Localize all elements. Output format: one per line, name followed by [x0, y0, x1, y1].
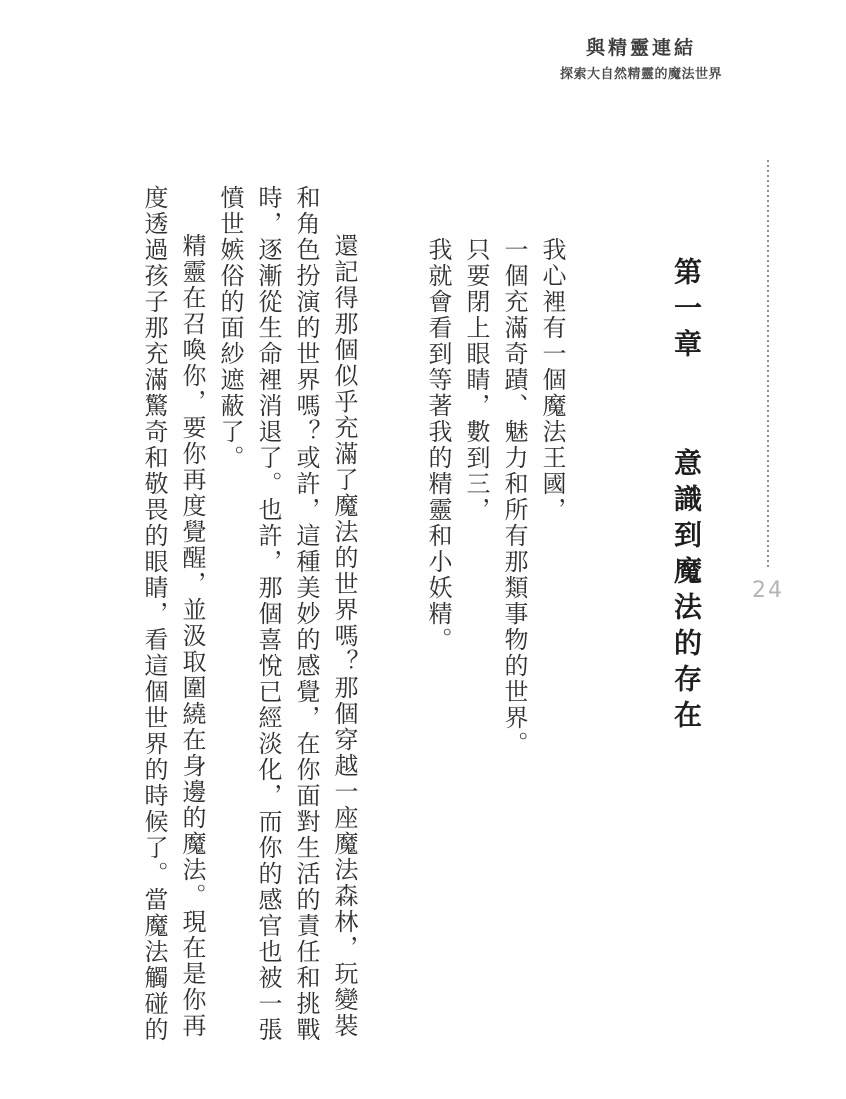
chapter-number: 第一章 [670, 257, 703, 365]
epigraph [419, 185, 571, 1043]
body-paragraph: 還記得那個似乎充滿了魔法的世界嗎？那個穿越一座魔法森林，玩變裝和角色扮演的世界嗎？或許，這種美妙的感覺，在你面對生活的責任和挑戰時，逐漸從生命裡消退了。也許，那個喜悅已經淡化，而你的感官也被一張憤世嫉俗的面紗遮蔽了。 [216, 185, 358, 1043]
body-paragraph: 精靈在召喚你，要你再度覺醒，並汲取圍繞在身邊的魔法。現在是你再度透過孩子那充滿驚奇和敬畏的眼睛，看這個世界的時候了。當魔法觸碰的 [140, 185, 206, 1043]
page-content [128, 185, 706, 1043]
page-number: 24 [752, 578, 784, 603]
margin-dotted-rule [767, 160, 769, 570]
running-head [555, 33, 727, 82]
epigraph-line: 只要閉上眼睛，數到三， [462, 237, 490, 523]
chapter-heading [666, 185, 706, 1043]
epigraph-line: 一個充滿奇蹟、魅力和所有那類事物的世界。 [500, 237, 528, 757]
chapter-title: 意識到魔法的存在 [670, 448, 703, 736]
book-subtitle: 探索大自然精靈的魔法世界 [559, 67, 722, 82]
book-title: 與精靈連結 [585, 37, 696, 59]
epigraph-line: 我心裡有一個魔法王國， [538, 237, 566, 523]
epigraph-line: 我就會看到等著我的精靈和小妖精。 [424, 237, 452, 653]
